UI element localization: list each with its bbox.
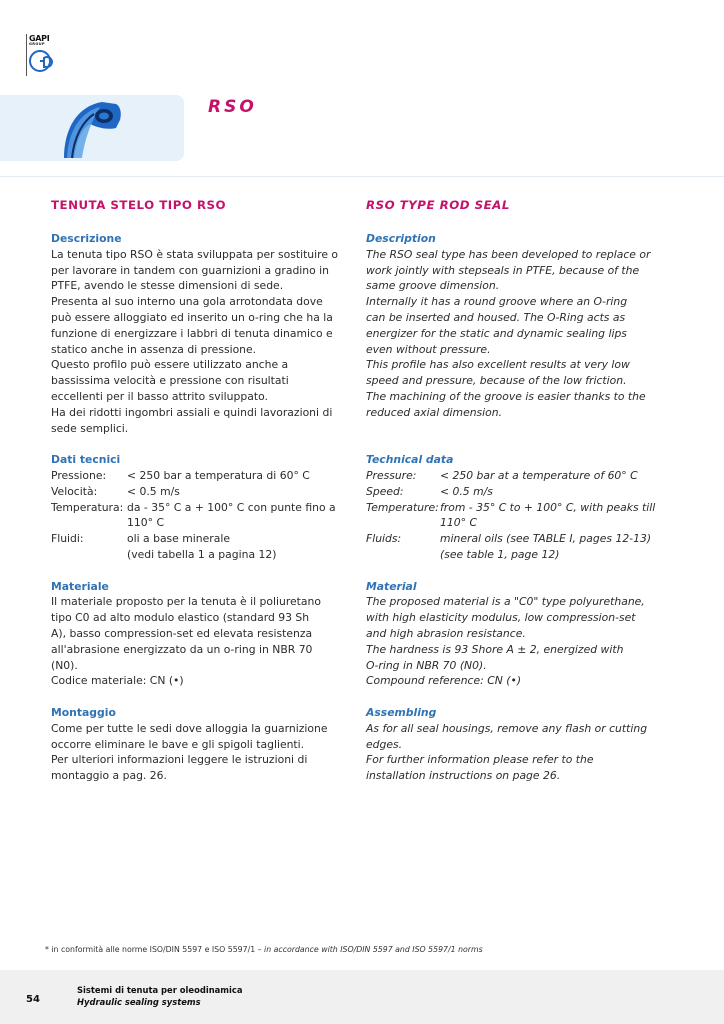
english-title: RSO TYPE ROD SEAL: [366, 198, 510, 212]
footer-line-italian: Sistemi di tenuta per oleodinamica: [77, 985, 243, 995]
spec-row: [366, 468, 671, 484]
header-separator: [0, 176, 724, 177]
logo-g-icon: [29, 48, 55, 74]
spec-label: Speed:: [366, 484, 404, 498]
spec-value: da - 35° C a + 100° C con punte fino a 110° C: [127, 500, 336, 530]
spec-label: Pressure:: [366, 468, 417, 482]
italian-title: TENUTA STELO TIPO RSO: [51, 198, 227, 212]
italian-technical-heading: Dati tecnici: [51, 453, 121, 467]
spec-value: < 0.5 m/s: [440, 484, 493, 498]
spec-label: Temperature:: [366, 500, 439, 514]
footnote-italian: * in conformità alle norme ISO/DIN 5597 e ISO 5597/1 –: [45, 945, 262, 954]
spec-row: [51, 484, 351, 500]
logo-group: GROUP: [29, 42, 45, 46]
spec-row: [366, 531, 671, 563]
spec-row: [366, 500, 671, 532]
spec-label: Pressione:: [51, 468, 107, 482]
footer-line-english: Hydraulic sealing systems: [77, 997, 201, 1007]
company-logo: [26, 34, 66, 76]
spec-label: Fluids:: [366, 532, 402, 546]
spec-row: [51, 468, 351, 484]
english-technical-heading: Technical data: [366, 453, 454, 467]
english-material-text: The proposed material is a "C0" type polyurethane, with high elasticity modulus, low compression-set and high abrasion resistance. The hardness is 93 Shore A ± 2, energized with O-ring in NBR 70 (N0). Compound reference: CN (•): [366, 595, 645, 688]
page-number: 54: [26, 994, 40, 1005]
spec-label: Temperatura:: [51, 500, 124, 514]
english-column: [366, 198, 671, 784]
italian-material-text: Il materiale proposto per la tenuta è il poliuretano tipo C0 ad alto modulo elastico (standard 93 Sh A), basso compression-set ed elevata resistenza all'abrasione energizzato da un o-ring in NBR 70 (N0). Codice materiale: CN (•): [51, 595, 321, 688]
footnote: [45, 945, 483, 954]
spec-row: [51, 531, 351, 563]
english-description-text: The RSO seal type has been developed to replace or work jointly with stepseals in PTFE, because of the same groove dimension. Internally it has a round groove where an O-ring can be inserted and housed. The O-Ring acts as energizer for the static and dynamic sealing lips even without pressure. This profile has also excellent results at very low speed and pressure, because of the low friction. The machining of the groove is easier thanks to the reduced axial dimension.: [366, 247, 651, 419]
english-material-heading: Material: [366, 579, 417, 593]
italian-description-heading: Descrizione: [51, 232, 122, 245]
spec-row: [51, 500, 351, 532]
spec-value: < 0.5 m/s: [127, 484, 180, 498]
spec-value: < 250 bar a temperatura di 60° C: [127, 468, 310, 482]
english-description-heading: Description: [366, 232, 436, 245]
spec-value: < 250 bar at a temperature of 60° C: [440, 468, 638, 482]
english-assembly-text: As for all seal housings, remove any flash or cutting edges. For further information please refer to the installation instructions on page 26.: [366, 721, 648, 783]
logo-brand: GAPI: [29, 34, 50, 43]
product-title: RSO: [208, 97, 257, 117]
spec-value: oli a base minerale (vedi tabella 1 a pagina 12): [127, 532, 277, 561]
italian-description-text: La tenuta tipo RSO è stata sviluppata per sostituire o per lavorare in tandem con guarnizioni a gradino in PTFE, avendo le stesse dimensioni di sede. Presenta al suo interno una gola arrotondata dove può essere alloggiato ed inserito un o-ring che ha la funzione di energizzare i labbri di tenuta dinamico e statico anche in assenza di pressione. Questo profilo può essere utilizzato anche a bassissima velocità e pressione con risultati eccellenti per il basso attrito sviluppato. Ha dei ridotti ingombri assiali e quindi lavorazioni di sede semplici.: [51, 247, 339, 435]
italian-assembly-heading: Montaggio: [51, 705, 116, 719]
footnote-english: in accordance with ISO/DIN 5597 and ISO 5597/1 norms: [264, 945, 483, 954]
spec-label: Fluidi:: [51, 532, 84, 546]
italian-material-heading: Materiale: [51, 579, 109, 593]
spec-value: mineral oils (see TABLE I, pages 12-13) (see table 1, page 12): [440, 532, 652, 561]
spec-row: [366, 484, 671, 500]
seal-profile-icon: [58, 98, 130, 160]
english-assembly-heading: Assembling: [366, 705, 437, 719]
spec-value: from - 35° C to + 100° C, with peaks till 110° C: [440, 500, 656, 530]
spec-label: Velocità:: [51, 484, 98, 498]
italian-column: [51, 198, 351, 784]
italian-assembly-text: Come per tutte le sedi dove alloggia la guarnizione occorre eliminare le bave e gli spigoli taglienti. Per ulteriori informazioni leggere le istruzioni di montaggio a pag. 26.: [51, 721, 328, 783]
